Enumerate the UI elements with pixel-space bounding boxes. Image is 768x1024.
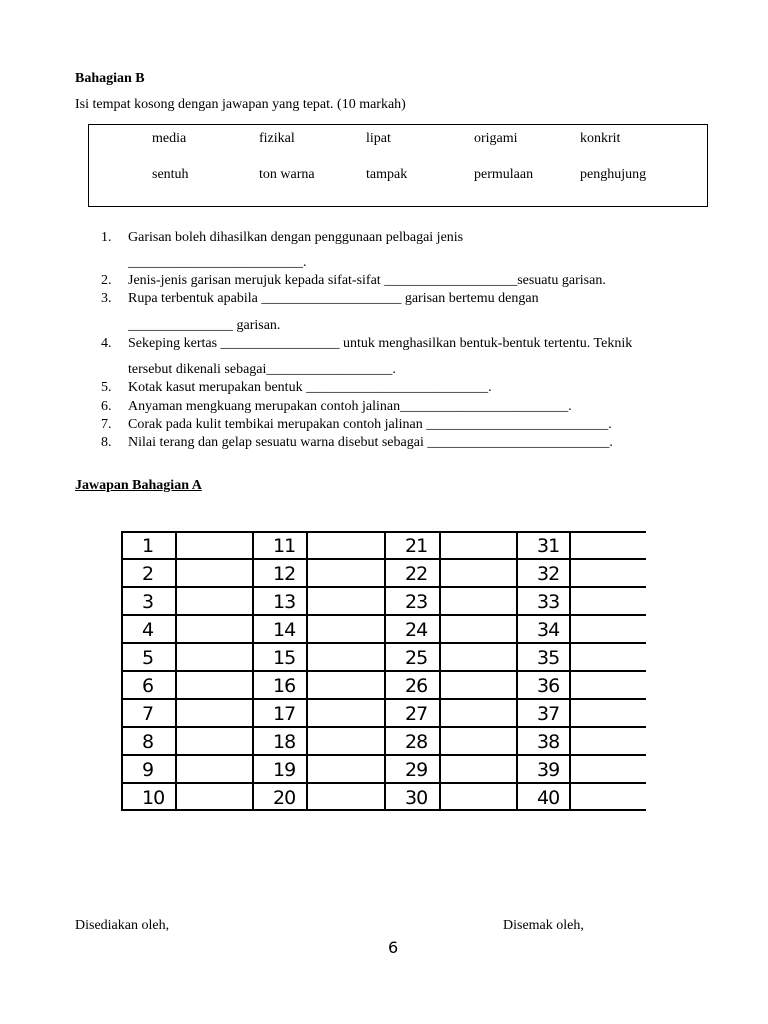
answer-number: 10 bbox=[142, 787, 165, 809]
answer-number: 28 bbox=[405, 731, 428, 753]
question-text-continued: tersebut dikenali sebagai__________________. bbox=[128, 362, 396, 377]
question-number: 2. bbox=[101, 273, 112, 288]
answer-number: 7 bbox=[142, 703, 154, 725]
question-text-continued: _______________ garisan. bbox=[128, 318, 281, 333]
answer-cell[interactable] bbox=[177, 701, 250, 725]
answer-number: 23 bbox=[405, 591, 428, 613]
answer-cell[interactable] bbox=[308, 701, 382, 725]
answer-number: 33 bbox=[537, 591, 560, 613]
word-bank-item: konkrit bbox=[580, 131, 621, 146]
answer-cell[interactable] bbox=[177, 785, 250, 809]
answer-number: 3 bbox=[142, 591, 154, 613]
word-bank-item: sentuh bbox=[152, 167, 189, 182]
question-text: Nilai terang dan gelap sesuatu warna disebut sebagai __________________________. bbox=[128, 435, 613, 450]
answer-cell[interactable] bbox=[441, 673, 514, 697]
answer-cell[interactable] bbox=[441, 785, 514, 809]
answer-cell[interactable] bbox=[441, 617, 514, 641]
word-bank-item: permulaan bbox=[474, 167, 534, 182]
question-number: 6. bbox=[101, 399, 112, 414]
answer-cell[interactable] bbox=[308, 561, 382, 585]
answer-cell[interactable] bbox=[441, 561, 514, 585]
question-text: Rupa terbentuk apabila ____________________ garisan bertemu dengan bbox=[128, 291, 539, 306]
answer-number: 11 bbox=[273, 535, 296, 557]
answer-number: 12 bbox=[273, 563, 296, 585]
answer-number: 13 bbox=[273, 591, 296, 613]
answer-section-title: Jawapan Bahagian A bbox=[75, 478, 202, 493]
answer-cell[interactable] bbox=[571, 673, 644, 697]
answer-cell[interactable] bbox=[571, 561, 644, 585]
answer-number: 8 bbox=[142, 731, 154, 753]
answer-cell[interactable] bbox=[308, 645, 382, 669]
word-bank-item: tampak bbox=[366, 167, 408, 182]
answer-cell[interactable] bbox=[308, 673, 382, 697]
answer-number: 18 bbox=[273, 731, 296, 753]
answer-cell[interactable] bbox=[571, 729, 644, 753]
answer-number: 26 bbox=[405, 675, 428, 697]
question-text: Garisan boleh dihasilkan dengan penggunaan pelbagai jenis bbox=[128, 230, 464, 245]
answer-cell[interactable] bbox=[571, 701, 644, 725]
answer-number: 17 bbox=[273, 703, 296, 725]
word-bank-item: penghujung bbox=[580, 167, 647, 182]
answer-cell[interactable] bbox=[441, 701, 514, 725]
answer-number: 2 bbox=[142, 563, 154, 585]
answer-number: 22 bbox=[405, 563, 428, 585]
answer-cell[interactable] bbox=[571, 617, 644, 641]
word-bank-item: origami bbox=[474, 131, 518, 146]
section-instruction: Isi tempat kosong dengan jawapan yang tepat. (10 markah) bbox=[75, 97, 406, 112]
answer-cell[interactable] bbox=[571, 645, 644, 669]
answer-number: 30 bbox=[405, 787, 428, 809]
answer-cell[interactable] bbox=[308, 785, 382, 809]
answer-cell[interactable] bbox=[571, 533, 644, 557]
answer-number: 39 bbox=[537, 759, 560, 781]
answer-cell[interactable] bbox=[308, 533, 382, 557]
question-number: 8. bbox=[101, 435, 112, 450]
checked-by-label: Disemak oleh, bbox=[503, 918, 584, 933]
question-number: 4. bbox=[101, 336, 112, 351]
word-bank-item: lipat bbox=[366, 131, 391, 146]
answer-cell[interactable] bbox=[177, 617, 250, 641]
answer-cell[interactable] bbox=[571, 785, 644, 809]
answer-cell[interactable] bbox=[441, 729, 514, 753]
answer-number: 14 bbox=[273, 619, 296, 641]
grid-column-line bbox=[384, 531, 386, 811]
answer-number: 35 bbox=[537, 647, 560, 669]
grid-column-line bbox=[516, 531, 518, 811]
answer-cell[interactable] bbox=[308, 729, 382, 753]
question-text: Sekeping kertas _________________ untuk menghasilkan bentuk-bentuk tertentu. Teknik bbox=[128, 336, 633, 351]
answer-cell[interactable] bbox=[441, 589, 514, 613]
section-title: Bahagian B bbox=[75, 71, 145, 86]
answer-cell[interactable] bbox=[177, 645, 250, 669]
question-text: Jenis-jenis garisan merujuk kepada sifat-sifat ___________________sesuatu garisan. bbox=[128, 273, 606, 288]
question-number: 3. bbox=[101, 291, 112, 306]
page-number: 6 bbox=[388, 938, 399, 957]
answer-grid bbox=[121, 531, 646, 811]
answer-number: 24 bbox=[405, 619, 428, 641]
answer-number: 1 bbox=[142, 535, 154, 557]
answer-cell[interactable] bbox=[571, 589, 644, 613]
answer-number: 40 bbox=[537, 787, 560, 809]
answer-cell[interactable] bbox=[177, 533, 250, 557]
question-text: Kotak kasut merupakan bentuk __________________________. bbox=[128, 380, 492, 395]
word-bank-item: media bbox=[152, 131, 187, 146]
answer-number: 31 bbox=[537, 535, 560, 557]
answer-cell[interactable] bbox=[177, 729, 250, 753]
answer-number: 19 bbox=[273, 759, 296, 781]
word-bank-item: ton warna bbox=[259, 167, 315, 182]
word-bank-box bbox=[88, 124, 708, 207]
answer-cell[interactable] bbox=[441, 645, 514, 669]
word-bank-item: fizikal bbox=[259, 131, 295, 146]
answer-number: 6 bbox=[142, 675, 154, 697]
grid-column-line bbox=[252, 531, 254, 811]
answer-number: 21 bbox=[405, 535, 428, 557]
answer-number: 5 bbox=[142, 647, 154, 669]
prepared-by-label: Disediakan oleh, bbox=[75, 918, 170, 933]
answer-number: 25 bbox=[405, 647, 428, 669]
answer-cell[interactable] bbox=[308, 617, 382, 641]
answer-cell[interactable] bbox=[177, 673, 250, 697]
answer-number: 34 bbox=[537, 619, 560, 641]
answer-cell[interactable] bbox=[571, 757, 644, 781]
answer-cell[interactable] bbox=[441, 757, 514, 781]
answer-number: 29 bbox=[405, 759, 428, 781]
answer-number: 16 bbox=[273, 675, 296, 697]
answer-cell[interactable] bbox=[177, 589, 250, 613]
question-number: 7. bbox=[101, 417, 112, 432]
question-text-continued: _________________________. bbox=[128, 255, 307, 270]
answer-number: 32 bbox=[537, 563, 560, 585]
answer-cell[interactable] bbox=[177, 757, 250, 781]
answer-number: 9 bbox=[142, 759, 154, 781]
grid-column-line bbox=[121, 531, 123, 811]
answer-number: 38 bbox=[537, 731, 560, 753]
answer-cell[interactable] bbox=[308, 757, 382, 781]
answer-number: 37 bbox=[537, 703, 560, 725]
answer-number: 27 bbox=[405, 703, 428, 725]
answer-number: 4 bbox=[142, 619, 154, 641]
question-number: 1. bbox=[101, 230, 112, 245]
answer-number: 15 bbox=[273, 647, 296, 669]
answer-cell[interactable] bbox=[308, 589, 382, 613]
answer-cell[interactable] bbox=[441, 533, 514, 557]
question-text: Corak pada kulit tembikai merupakan contoh jalinan __________________________. bbox=[128, 417, 612, 432]
question-number: 5. bbox=[101, 380, 112, 395]
answer-cell[interactable] bbox=[177, 561, 250, 585]
answer-number: 36 bbox=[537, 675, 560, 697]
answer-number: 20 bbox=[273, 787, 296, 809]
question-text: Anyaman mengkuang merupakan contoh jalinan________________________. bbox=[128, 399, 572, 414]
